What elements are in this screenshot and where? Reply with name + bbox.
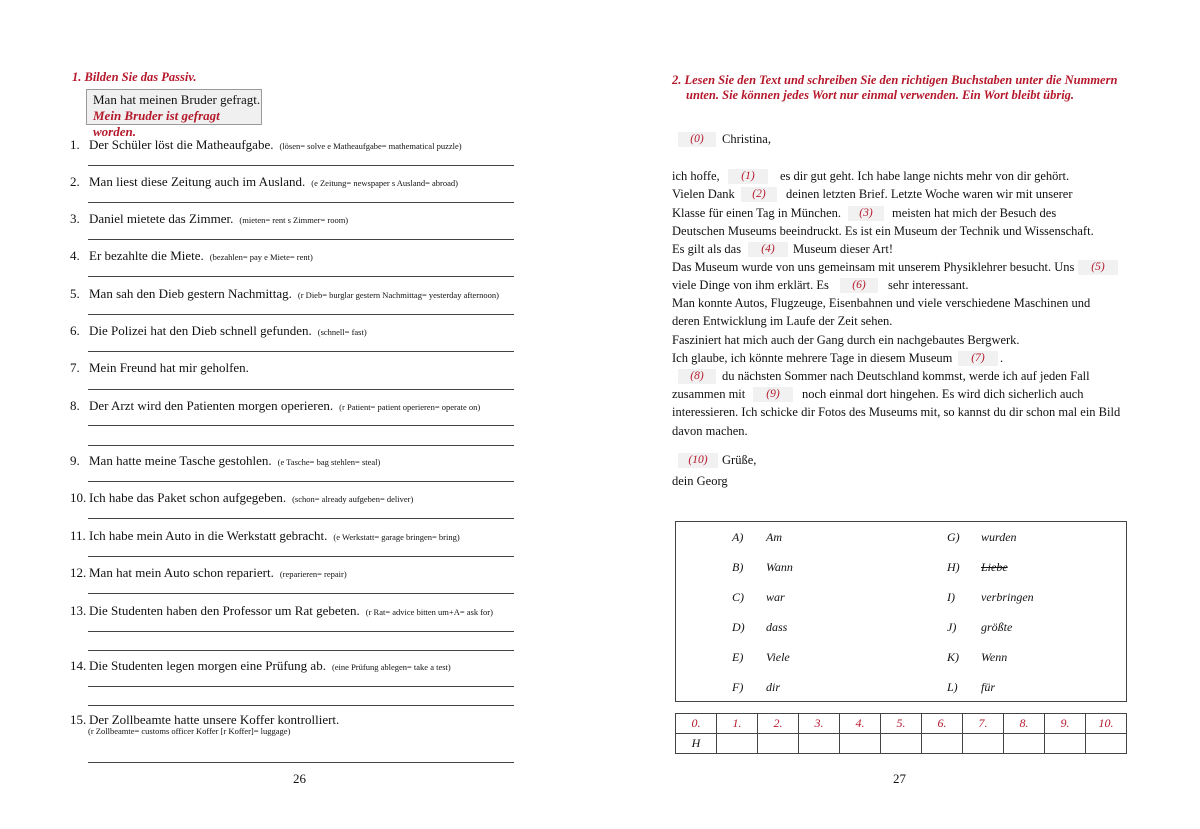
exercise-vocab-hint: (bezahlen= pay e Miete= rent) bbox=[209, 252, 313, 262]
page-number-right: 27 bbox=[893, 771, 906, 786]
answer-writing-line[interactable] bbox=[88, 686, 514, 687]
exercise-item bbox=[70, 174, 458, 190]
letter-line-14: interessieren. Ich schicke dir Fotos des Museums mit, so kannst du dir schon mal ein Bild bbox=[672, 405, 1121, 419]
answer-cell[interactable] bbox=[717, 734, 758, 754]
letter-line-5a: Es gilt als das bbox=[672, 242, 742, 256]
option-letter: D) bbox=[732, 620, 745, 634]
word-option bbox=[732, 530, 782, 545]
answer-writing-line[interactable] bbox=[88, 202, 514, 203]
letter-line-9: deren Entwicklung im Laufe der Zeit sehen. bbox=[672, 314, 893, 328]
answer-header-cell: 2. bbox=[758, 714, 799, 734]
letter-line-11b: . bbox=[1000, 351, 1004, 365]
word-option bbox=[732, 680, 780, 695]
option-letter: C) bbox=[732, 590, 744, 604]
exercise-number: 5. bbox=[70, 286, 80, 301]
gap-1[interactable]: (1) bbox=[728, 169, 768, 184]
word-option bbox=[947, 560, 1008, 575]
letter-greeting: Christina, bbox=[722, 132, 771, 146]
exercise-item bbox=[70, 528, 460, 544]
answer-writing-line[interactable] bbox=[88, 445, 514, 446]
answer-cell[interactable] bbox=[799, 734, 840, 754]
answer-header-cell: 7. bbox=[963, 714, 1004, 734]
exercise-sentence: Der Zollbeamte hatte unsere Koffer kontrolliert. bbox=[89, 712, 340, 727]
answer-cell[interactable] bbox=[1086, 734, 1127, 754]
exercise-item bbox=[70, 286, 499, 302]
answer-header-cell: 8. bbox=[1004, 714, 1045, 734]
word-options-box bbox=[675, 521, 1127, 702]
exercise-2-heading-line2: unten. Sie können jedes Wort nur einmal verwenden. Ein Wort bleibt übrig. bbox=[686, 88, 1075, 102]
option-word: größte bbox=[981, 620, 1013, 634]
answer-table bbox=[675, 713, 1127, 754]
word-option bbox=[947, 590, 1034, 605]
letter-line-1a: ich hoffe, bbox=[672, 169, 720, 183]
exercise-number: 9. bbox=[70, 453, 80, 468]
exercise-sentence: Man sah den Dieb gestern Nachmittag. bbox=[89, 286, 292, 301]
word-option bbox=[947, 530, 1017, 545]
option-word: Viele bbox=[766, 650, 790, 664]
letter-line-2b: deinen letzten Brief. Letzte Woche waren wir mit unserer bbox=[786, 187, 1073, 201]
exercise-item bbox=[70, 360, 249, 376]
answer-cell[interactable] bbox=[1004, 734, 1045, 754]
answer-value-row bbox=[676, 734, 1127, 754]
exercise-sentence: Die Polizei hat den Dieb schnell gefunden. bbox=[89, 323, 312, 338]
letter-line-15: davon machen. bbox=[672, 424, 748, 438]
answer-header-row bbox=[676, 714, 1127, 734]
exercise-number: 14. bbox=[70, 658, 87, 673]
answer-cell[interactable] bbox=[1045, 734, 1086, 754]
option-letter: J) bbox=[947, 620, 957, 634]
exercise-vocab-hint: (eine Prüfung ablegen= take a test) bbox=[331, 662, 451, 672]
exercise-item bbox=[70, 603, 493, 619]
letter-line-1b: es dir gut geht. Ich habe lange nichts mehr von dir gehört. bbox=[780, 169, 1070, 183]
answer-cell[interactable] bbox=[922, 734, 963, 754]
option-word: dass bbox=[766, 620, 788, 634]
exercise-number: 6. bbox=[70, 323, 80, 338]
exercise-sentence: Man hat mein Auto schon repariert. bbox=[89, 565, 274, 580]
answer-writing-line[interactable] bbox=[88, 762, 514, 763]
exercise-sentence: Ich habe mein Auto in die Werkstatt gebracht. bbox=[89, 528, 328, 543]
exercise-15-hint: (r Zollbeamte= customs officer Koffer [r Koffer]= luggage) bbox=[88, 726, 291, 736]
exercise-item bbox=[70, 211, 348, 227]
exercise-sentence: Die Studenten haben den Professor um Rat gebeten. bbox=[89, 603, 360, 618]
exercise-vocab-hint: (schnell= fast) bbox=[317, 327, 367, 337]
answer-cell[interactable]: H bbox=[676, 734, 717, 754]
answer-header-cell: 9. bbox=[1045, 714, 1086, 734]
option-word: Liebe bbox=[981, 560, 1008, 574]
exercise-item bbox=[70, 453, 380, 469]
exercise-item bbox=[70, 137, 462, 153]
word-option bbox=[732, 650, 790, 665]
exercise-number: 11. bbox=[70, 528, 86, 543]
letter-line-3b: meisten hat mich der Besuch des bbox=[892, 206, 1057, 220]
letter-line-13a: zusammen mit bbox=[672, 387, 746, 401]
exercise-item bbox=[70, 323, 367, 339]
letter-line-11a: Ich glaube, ich könnte mehrere Tage in diesem Museum bbox=[672, 351, 953, 365]
answer-writing-line[interactable] bbox=[88, 650, 514, 651]
example-answer: Mein Bruder ist gefragt worden. bbox=[93, 108, 220, 139]
gap-0[interactable]: (0) bbox=[678, 132, 716, 147]
gap-5[interactable]: (5) bbox=[1078, 260, 1118, 275]
answer-writing-line[interactable] bbox=[88, 276, 514, 277]
letter-line-4: Deutschen Museums beeindruckt. Es ist ein Museum der Technik und Wissenschaft. bbox=[672, 224, 1094, 238]
gap-10[interactable]: (10) bbox=[678, 453, 718, 468]
example-sentence: Man hat meinen Bruder gefragt. bbox=[93, 92, 261, 107]
letter-signature: dein Georg bbox=[672, 474, 728, 488]
answer-writing-line[interactable] bbox=[88, 351, 514, 352]
option-word: verbringen bbox=[981, 590, 1034, 604]
page-number-left: 26 bbox=[293, 771, 306, 786]
letter-line-12b: du nächsten Sommer nach Deutschland kommst, werde ich auf jeden Fall bbox=[722, 369, 1090, 383]
exercise-number: 12. bbox=[70, 565, 87, 580]
exercise-sentence: Mein Freund hat mir geholfen. bbox=[89, 360, 249, 375]
exercise-2-heading-line1: 2. Lesen Sie den Text und schreiben Sie den richtigen Buchstaben unter die Nummern bbox=[672, 73, 1118, 87]
exercise-vocab-hint: (r Patient= patient operieren= operate on) bbox=[339, 402, 481, 412]
exercise-number: 8. bbox=[70, 398, 80, 413]
exercise-item bbox=[70, 565, 347, 581]
answer-writing-line[interactable] bbox=[88, 165, 514, 166]
answer-header-cell: 4. bbox=[840, 714, 881, 734]
exercise-sentence: Man hatte meine Tasche gestohlen. bbox=[89, 453, 272, 468]
answer-writing-line[interactable] bbox=[88, 556, 514, 557]
gap-7[interactable]: (7) bbox=[958, 351, 998, 366]
option-word: Am bbox=[766, 530, 782, 544]
exercise-number: 4. bbox=[70, 248, 80, 263]
option-word: war bbox=[766, 590, 785, 604]
answer-cell[interactable] bbox=[881, 734, 922, 754]
gap-2[interactable]: (2) bbox=[741, 187, 777, 202]
exercise-1-heading: 1. Bilden Sie das Passiv. bbox=[72, 70, 197, 84]
answer-writing-line[interactable] bbox=[88, 631, 514, 632]
answer-writing-line[interactable] bbox=[88, 593, 514, 594]
exercise-item bbox=[70, 248, 313, 264]
answer-writing-line[interactable] bbox=[88, 389, 514, 390]
exercise-vocab-hint: (lösen= solve e Matheaufgabe= mathematical puzzle) bbox=[279, 141, 462, 151]
letter-line-5b: Museum dieser Art! bbox=[793, 242, 893, 256]
answer-header-cell: 10. bbox=[1086, 714, 1127, 734]
option-word: Wenn bbox=[981, 650, 1008, 664]
option-word: für bbox=[981, 680, 996, 694]
gap-4[interactable]: (4) bbox=[748, 242, 788, 257]
exercise-number: 10. bbox=[70, 490, 87, 505]
exercise-item bbox=[70, 490, 413, 506]
answer-writing-line[interactable] bbox=[88, 481, 514, 482]
word-option bbox=[947, 680, 995, 695]
exercise-vocab-hint: (r Dieb= burglar gestern Nachmittag= yesterday afternoon) bbox=[297, 290, 499, 300]
answer-writing-line[interactable] bbox=[88, 705, 514, 706]
letter-line-8: Man konnte Autos, Flugzeuge, Eisenbahnen und viele verschiedene Maschinen und bbox=[672, 296, 1091, 310]
option-letter: F) bbox=[732, 680, 744, 694]
option-letter: K) bbox=[947, 650, 959, 664]
letter-line-7b: sehr interessant. bbox=[888, 278, 969, 292]
answer-cell[interactable] bbox=[758, 734, 799, 754]
exercise-vocab-hint: (e Werkstatt= garage bringen= bring) bbox=[333, 532, 460, 542]
exercise-sentence: Er bezahlte die Miete. bbox=[89, 248, 204, 263]
exercise-vocab-hint: (e Tasche= bag stehlen= steal) bbox=[277, 457, 381, 467]
option-letter: B) bbox=[732, 560, 744, 574]
answer-cell[interactable] bbox=[840, 734, 881, 754]
exercise-vocab-hint: (schon= already aufgeben= deliver) bbox=[292, 494, 414, 504]
word-option bbox=[732, 590, 785, 605]
gap-3[interactable]: (3) bbox=[848, 206, 884, 221]
answer-header-cell: 3. bbox=[799, 714, 840, 734]
letter-line-10: Fasziniert hat mich auch der Gang durch ein nachgebautes Bergwerk. bbox=[672, 333, 1020, 347]
example-box bbox=[86, 89, 262, 139]
letter-line-6: Das Museum wurde von uns gemeinsam mit unserem Physiklehrer besucht. Uns bbox=[672, 260, 1075, 274]
option-letter: L) bbox=[947, 680, 958, 694]
exercise-sentence: Der Arzt wird den Patienten morgen operieren. bbox=[89, 398, 334, 413]
option-word: Wann bbox=[766, 560, 793, 574]
exercise-sentence: Man liest diese Zeitung auch im Ausland. bbox=[89, 174, 306, 189]
answer-writing-line[interactable] bbox=[88, 425, 514, 426]
answer-header-cell: 6. bbox=[922, 714, 963, 734]
gap-8[interactable]: (8) bbox=[678, 369, 716, 384]
right-page bbox=[600, 0, 1200, 829]
option-letter: A) bbox=[732, 530, 744, 544]
letter-line-7a: viele Dinge von ihm erklärt. Es bbox=[672, 278, 829, 292]
gap-9[interactable]: (9) bbox=[753, 387, 793, 402]
exercise-vocab-hint: (reparieren= repair) bbox=[279, 569, 347, 579]
exercise-sentence: Daniel mietete das Zimmer. bbox=[89, 211, 234, 226]
answer-header-cell: 1. bbox=[717, 714, 758, 734]
word-option bbox=[947, 650, 1007, 665]
answer-header-cell: 5. bbox=[881, 714, 922, 734]
answer-writing-line[interactable] bbox=[88, 518, 514, 519]
option-letter: E) bbox=[732, 650, 744, 664]
exercise-number: 2. bbox=[70, 174, 80, 189]
exercise-vocab-hint: (mieten= rent s Zimmer= room) bbox=[239, 215, 349, 225]
option-letter: G) bbox=[947, 530, 960, 544]
exercise-item bbox=[70, 658, 451, 674]
exercise-number: 7. bbox=[70, 360, 80, 375]
word-option bbox=[947, 620, 1012, 635]
exercise-sentence: Die Studenten legen morgen eine Prüfung ab. bbox=[89, 658, 326, 673]
word-option bbox=[732, 620, 787, 635]
option-letter: H) bbox=[947, 560, 960, 574]
option-letter: I) bbox=[947, 590, 955, 604]
option-word: wurden bbox=[981, 530, 1017, 544]
exercise-number: 3. bbox=[70, 211, 80, 226]
exercise-vocab-hint: (r Rat= advice bitten um+A= ask for) bbox=[365, 607, 493, 617]
exercise-2-heading bbox=[672, 73, 1117, 103]
exercise-number: 1. bbox=[70, 137, 80, 152]
answer-header-cell: 0. bbox=[676, 714, 717, 734]
letter-line-2a: Vielen Dank bbox=[672, 187, 735, 201]
letter-line-13b: noch einmal dort hingehen. Es wird dich sicherlich auch bbox=[802, 387, 1084, 401]
exercise-item bbox=[70, 398, 480, 414]
letter-line-3a: Klasse für einen Tag in München. bbox=[672, 206, 841, 220]
answer-writing-line[interactable] bbox=[88, 239, 514, 240]
answer-cell[interactable] bbox=[963, 734, 1004, 754]
word-option bbox=[732, 560, 793, 575]
exercise-sentence: Der Schüler löst die Matheaufgabe. bbox=[89, 137, 274, 152]
option-word: dir bbox=[766, 680, 781, 694]
exercise-number: 13. bbox=[70, 603, 87, 618]
exercise-number: 15. bbox=[70, 712, 87, 727]
answer-writing-line[interactable] bbox=[88, 314, 514, 315]
exercise-vocab-hint: (e Zeitung= newspaper s Ausland= abroad) bbox=[311, 178, 458, 188]
exercise-sentence: Ich habe das Paket schon aufgegeben. bbox=[89, 490, 287, 505]
letter-closing: Grüße, bbox=[722, 453, 757, 467]
gap-6[interactable]: (6) bbox=[840, 278, 878, 293]
